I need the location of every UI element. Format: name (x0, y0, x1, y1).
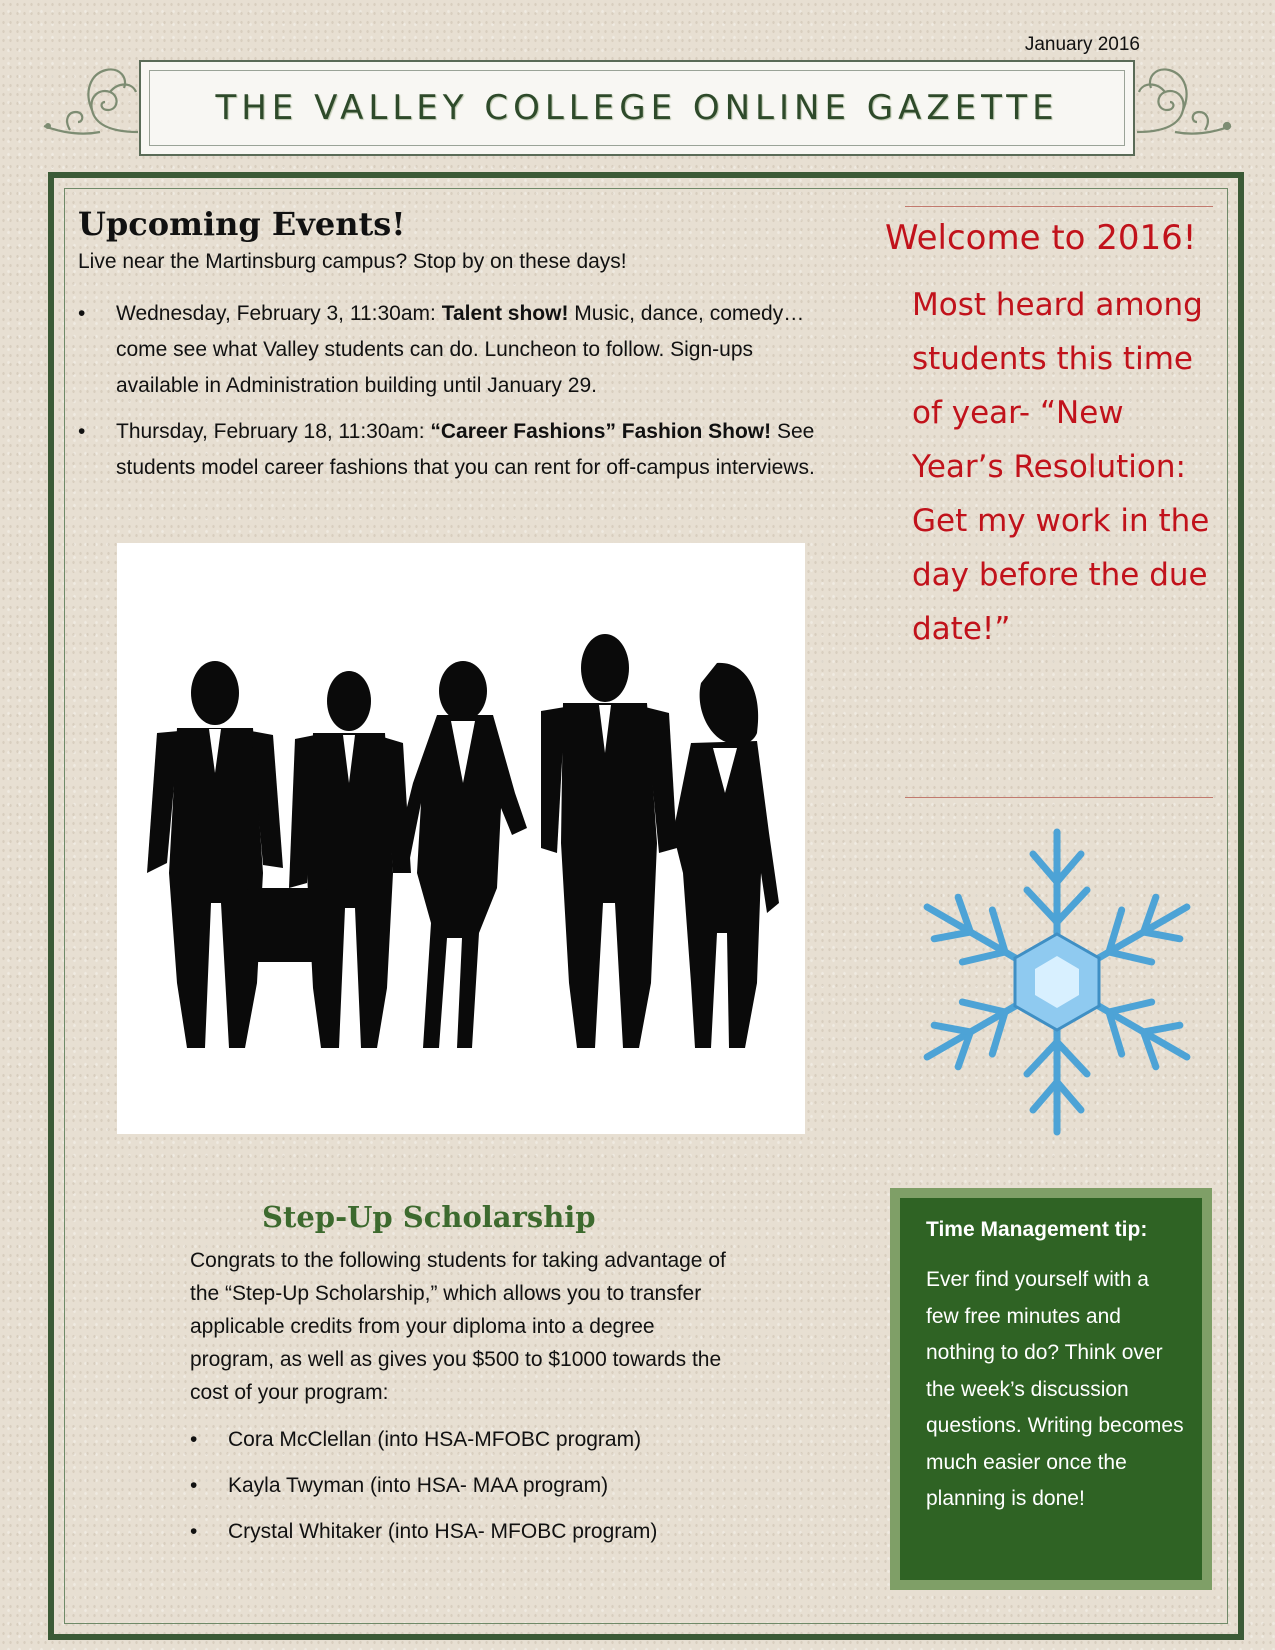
event-item (78, 296, 823, 404)
event-item (78, 414, 823, 486)
event-highlight: “Career Fashions” Fashion Show! (430, 420, 772, 443)
events-heading: Upcoming Events! (78, 205, 406, 243)
event-date: Wednesday, February 3, 11:30am: (116, 302, 442, 325)
list-item (190, 1474, 608, 1498)
business-silhouettes-image (117, 543, 805, 1134)
issue-date: January 2016 (1024, 34, 1140, 55)
event-text (116, 296, 823, 404)
masthead-inner-border (149, 70, 1125, 146)
tip-box (890, 1188, 1212, 1590)
event-description: See students model career fashions that you can rent for off-campus interviews. (116, 420, 815, 479)
bullet-icon: • (78, 420, 86, 443)
resolution-quote: Most heard among students this time of year- “New Year’s Resolution: Get my work in the day before the due date!” (912, 287, 1210, 647)
list-item (190, 1520, 657, 1544)
student-entry: Cora McClellan (into HSA-MFOBC program) (228, 1428, 642, 1451)
scholarship-heading: Step-Up Scholarship (262, 1200, 596, 1234)
tip-text: Ever find yourself with a few free minutes and nothing to do? Think over the week’s discussion questions. Writing becomes much easier once the planning is done! (926, 1268, 1184, 1510)
event-date: Thursday, February 18, 11:30am: (116, 420, 431, 443)
bullet-icon: • (190, 1474, 198, 1497)
welcome-heading: Welcome to 2016! (885, 218, 1197, 258)
events-intro: Live near the Martinsburg campus? Stop by on these days! (78, 250, 627, 273)
tip-box-inner (900, 1198, 1202, 1580)
student-entry: Kayla Twyman (into HSA- MAA program) (228, 1474, 609, 1497)
tip-title: Time Management tip: (926, 1218, 1148, 1241)
bullet-icon: • (190, 1520, 198, 1543)
masthead-title: THE VALLEY COLLEGE ONLINE GAZETTE (215, 88, 1059, 128)
bullet-icon: • (78, 302, 86, 325)
sidebar-divider-bottom (905, 797, 1213, 798)
event-description: Music, dance, comedy… come see what Valley students can do. Luncheon to follow. Sign-ups available in Administration building until January 29. (116, 302, 805, 397)
silhouettes-illustration (117, 543, 805, 1134)
flourish-left-icon (40, 62, 140, 150)
snowflake-icon (887, 812, 1227, 1152)
flourish-right-icon (1135, 62, 1235, 150)
masthead (139, 60, 1135, 156)
scholarship-description: Congrats to the following students for taking advantage of the “Step-Up Scholarship,” which allows you to transfer applicable credits from your diploma into a degree program, as well as gives you $500 to $1000 towards the cost of your program: (190, 1249, 726, 1404)
event-text (116, 414, 823, 486)
event-highlight: Talent show! (441, 302, 569, 325)
sidebar-divider-top (905, 206, 1213, 207)
student-entry: Crystal Whitaker (into HSA- MFOBC program) (228, 1520, 658, 1543)
bullet-icon: • (190, 1428, 198, 1451)
list-item (190, 1428, 641, 1452)
